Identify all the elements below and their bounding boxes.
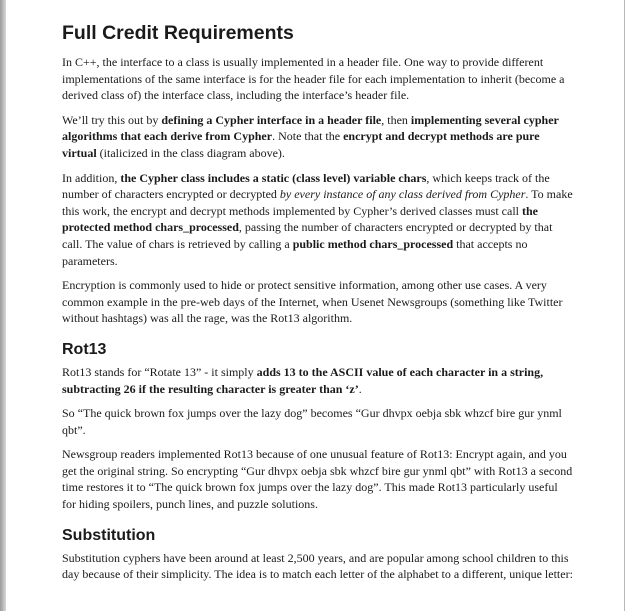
substitution-heading: Substitution [62,526,156,544]
full-credit-paragraph-2 [62,112,574,162]
rot13-paragraph-1 [62,364,574,397]
rot13-paragraph-3: Newsgroup readers implemented Rot13 because of one unusual feature of Rot13: Encrypt again, and you get the original string. So encrypting “Gur dhvpx oebja sbk whzcf bire gur ynml qbt” with Rot13 a second time restores it to “The quick brown fox jumps over the lazy dog”. This made Rot13 particularly useful for hiding spoilers, punch lines, and puzzle solutions. [62,447,573,512]
bold-run: implementing several cypher algorithms that each derive from Cypher [62,112,559,144]
bold-run: public method chars_processed [292,236,454,251]
text-run: Rot13 stands for “Rotate 13” - it simply [62,364,257,379]
page-left-shadow [0,0,6,611]
bold-run: the protected method chars_processed [62,203,539,235]
bold-run: adds 13 to the ASCII value of each character in a string, subtracting 26 if the resulting character is greater than ‘z’ [62,364,544,396]
page-right-border [624,0,625,611]
full-credit-paragraph-1: In C++, the interface to a class is usually implemented in a header file. One way to provide different implementations of the same interface is for the header file for each implementation to inherit (become a derived class of) the interface class, including the interface’s header file. [62,55,565,103]
full-credit-paragraph-4: Encryption is commonly used to hide or protect sensitive information, among other use cases. A very common example in the pre-web days of the Internet, when Usenet Newsgroups (something like Twitter without hashtags) was all the rage, was the Rot13 algorithm. [62,278,563,326]
italic-run: by every instance of any class derived from Cypher [279,187,526,202]
text-run: . To make this work, the encrypt and decrypt methods implemented by Cypher’s derived classes must call [62,187,573,218]
text-run: (italicized in the class diagram above). [96,145,285,160]
text-run: . [358,381,362,396]
document-page [62,20,574,591]
rot13-paragraph-2: So “The quick brown fox jumps over the lazy dog” becomes “Gur dhvpx oebja sbk whzcf bire gur ynml qbt”. [62,406,562,437]
text-run: , passing the number of characters encrypted or decrypted by that call. The value of chars is retrieved by calling a [62,220,553,251]
rot13-heading: Rot13 [62,340,107,358]
full-credit-paragraph-3 [62,170,574,270]
bold-run: encrypt and decrypt methods are pure virtual [62,129,540,160]
text-run: . Note that the [272,129,344,144]
text-run: We’ll try this out by [62,112,162,127]
text-run: that accepts no parameters. [62,236,528,268]
full-credit-heading: Full Credit Requirements [62,22,294,44]
text-run: , then [381,112,411,127]
bold-run: defining a Cypher interface in a header file [161,112,382,127]
bold-run: the Cypher class includes a static (class level) variable chars [120,170,427,185]
text-run: , which keeps track of the number of characters encrypted or decrypted [62,170,550,202]
text-run: In addition, [62,170,121,185]
substitution-paragraph-1: Substitution cyphers have been around at least 2,500 years, and are popular among school children to this day because of their simplicity. The idea is to match each letter of the alphabet to a different, unique letter: [62,550,573,582]
